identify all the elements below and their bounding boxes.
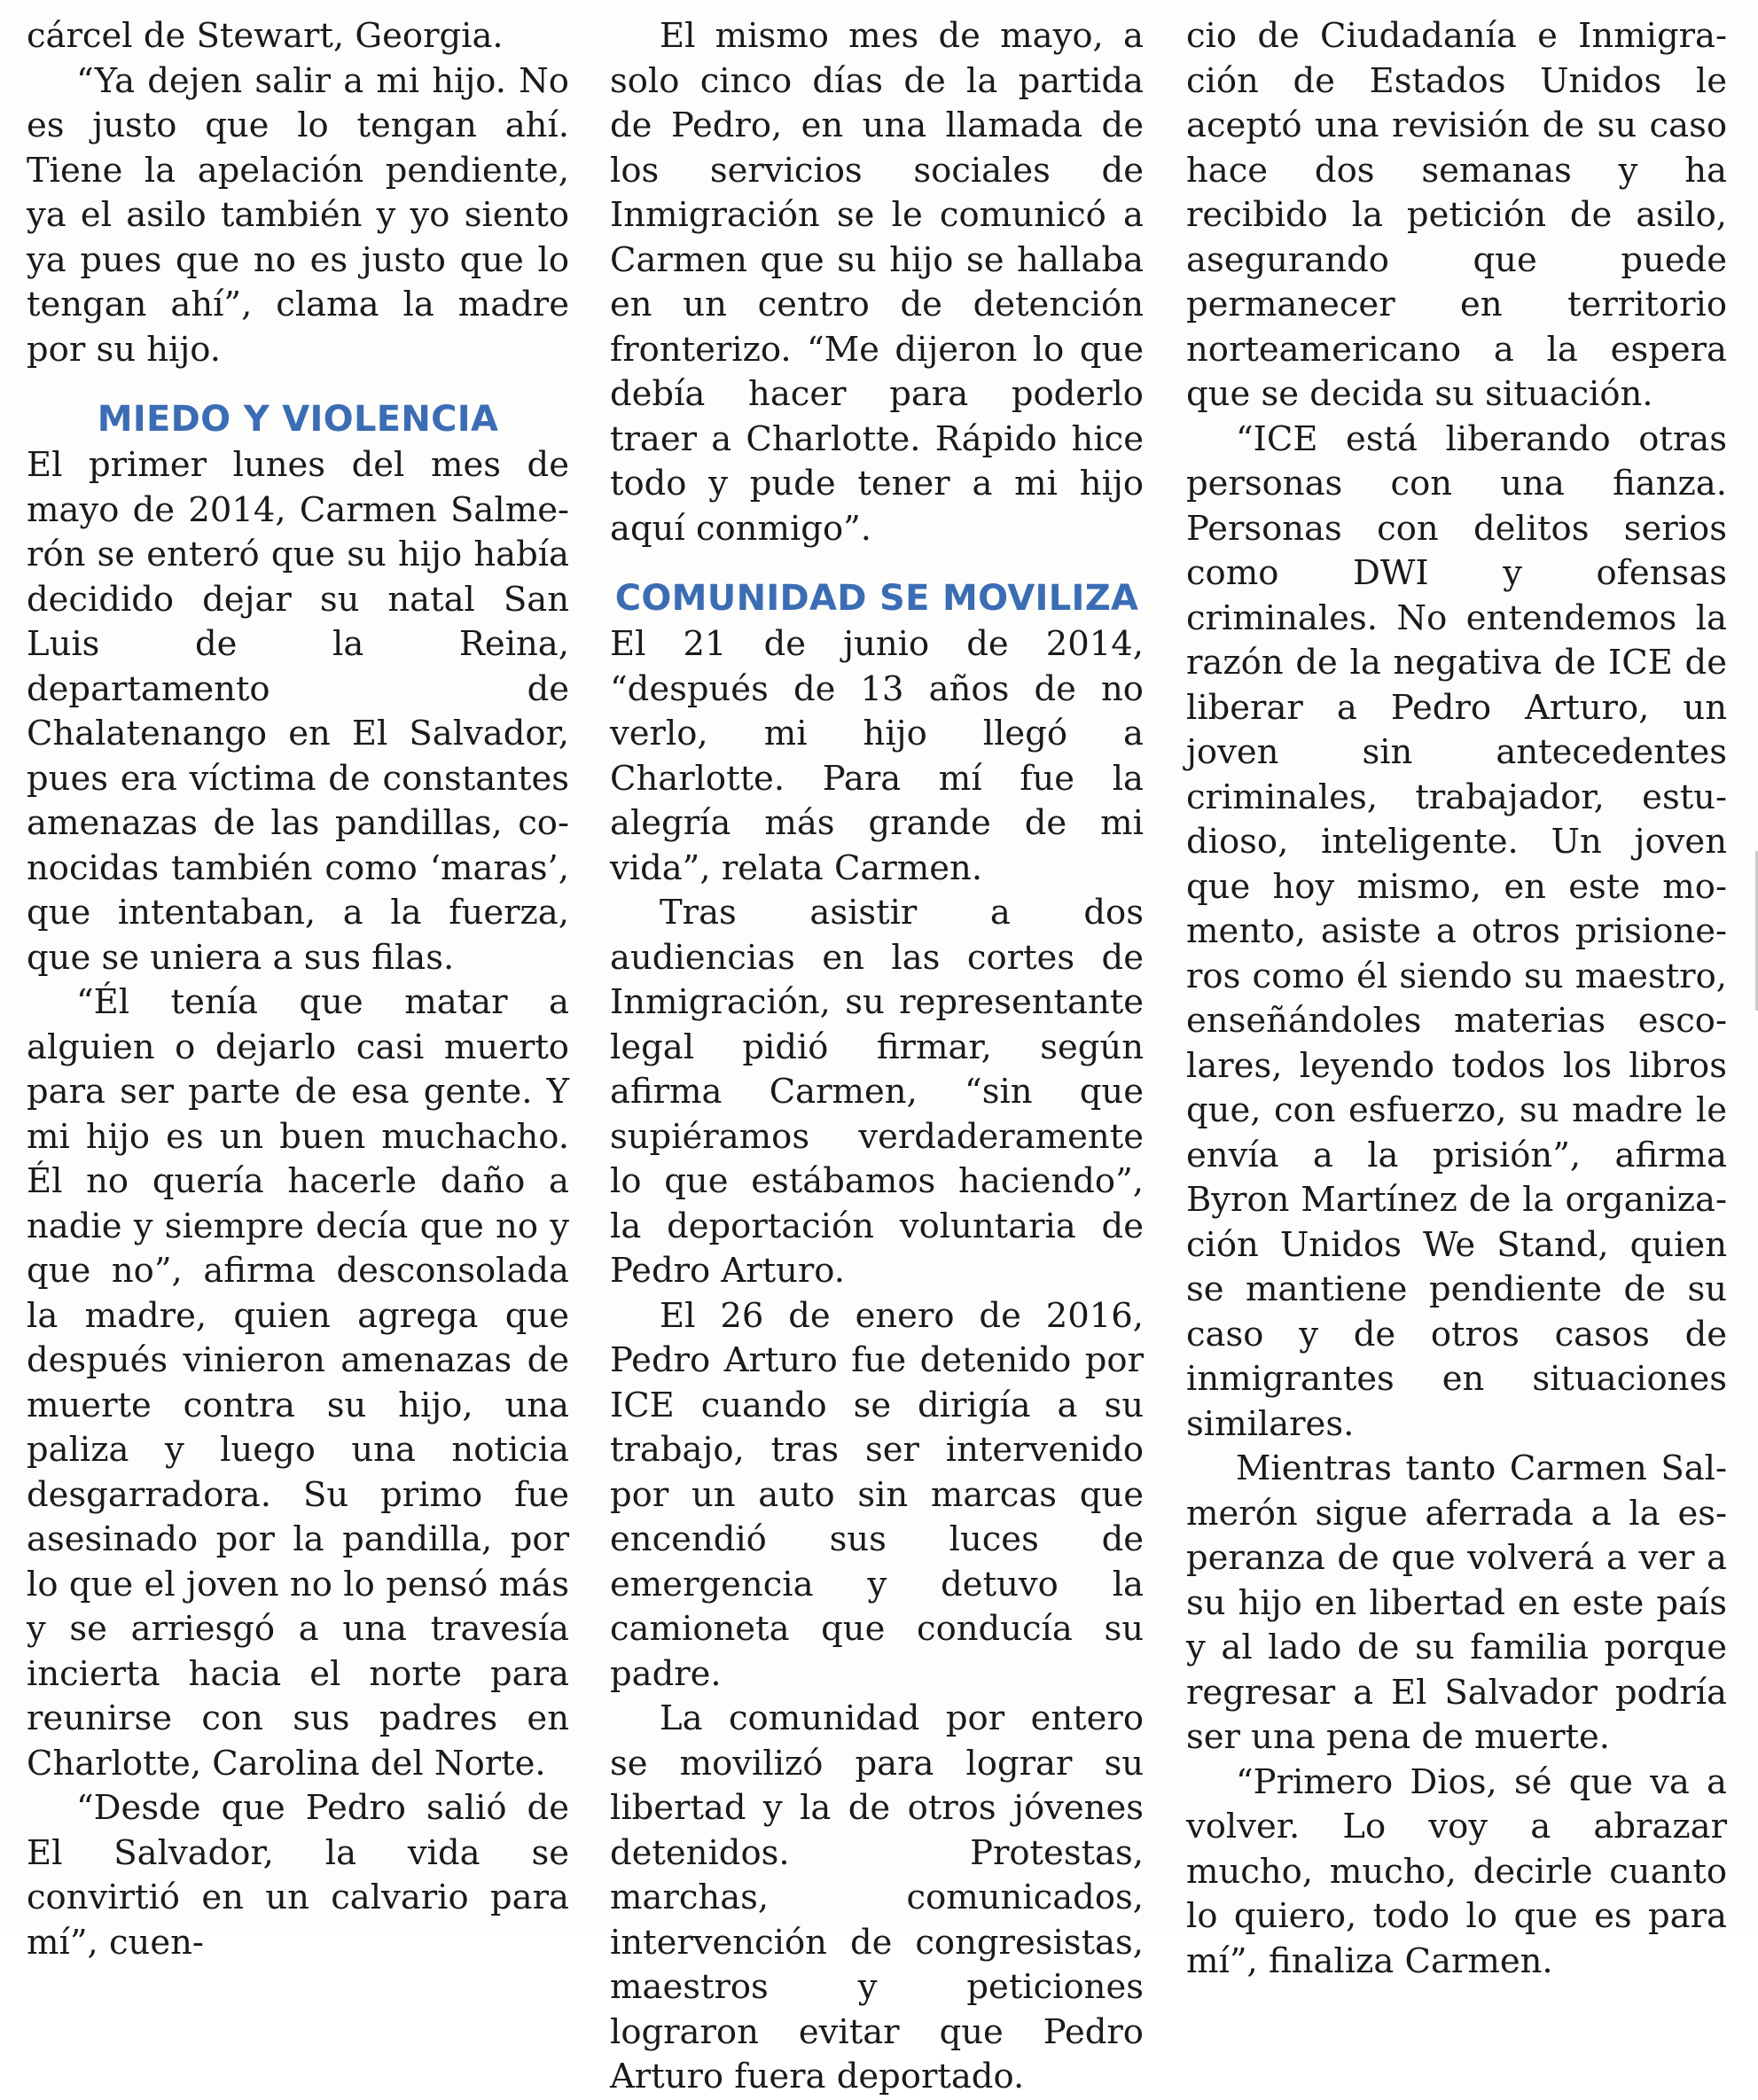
article-column-2	[610, 14, 1144, 2100]
article-column-3	[1186, 14, 1727, 1984]
paragraph: cárcel de Stewart, Georgia.	[27, 16, 504, 56]
section-heading: MIEDO Y VIOLENCIA	[97, 399, 499, 440]
paragraph: “Él tenía que matar a alguien o dejarlo casi muerto para ser parte de esa gente. Y mi hijo es un buen muchacho. Él no quería hacerle daño a nadie y siempre decía que no y que no”, afirma desconsolada la madre, quien agrega que después vinieron amenazas de muerte contra su hijo, una paliza y luego una noticia desgarradora. Su primo fue asesinado por la pandilla, por lo que el joven no lo pensó más y se arriesgó a una travesía incierta hacia el norte para reunirse con sus padres en Charlotte, Carolina del Norte.	[27, 982, 569, 1784]
paragraph: Mientras tanto Carmen Salmerón sigue aferrada a la esperanza de que volverá a ver a su hijo en libertad en este país y al lado de su familia porque regresar a El Salvador podría ser una pena de muerte.	[1186, 1448, 1727, 1757]
paragraph: El primer lunes del mes de mayo de 2014, Carmen Salmerón se enteró que su hijo había decidido dejar su natal San Luis de la Reina, departamento de Chalatenango en El Salvador, pues era víctima de constantes amenazas de las pandillas, conocidas también como ‘maras’, que intentaban, a la fuerza, que se uniera a sus filas.	[27, 445, 569, 978]
section-heading: COMUNIDAD SE MOVILIZA	[614, 578, 1139, 619]
paragraph: El 21 de junio de 2014, “después de 13 años de no verlo, mi hijo llegó a Charlotte. Para mí fue la alegría más grande de mi vida”, relata Carmen.	[610, 624, 1144, 888]
paragraph: El 26 de enero de 2016, Pedro Arturo fue detenido por ICE cuando se dirigía a su trabajo, tras ser intervenido por un auto sin marcas que encendió sus luces de emergencia y detuvo la camioneta que conducía su padre.	[610, 1295, 1144, 1694]
paragraph: “Primero Dios, sé que va a volver. Lo voy a abrazar mucho, mucho, decirle cuanto lo quiero, todo lo que es para mí”, finaliza Carmen.	[1186, 1761, 1727, 1981]
paragraph: La comunidad por entero se movilizó para lograr su libertad y la de otros jóvenes detenidos. Protestas, marchas, comunicados, intervención de congresistas, maestros y peticiones lograron evitar que Pedro Arturo fuera deportado.	[610, 1698, 1144, 2096]
article-column-1	[27, 14, 569, 1965]
paragraph: cio de Ciudadanía e Inmigración de Estados Unidos le aceptó una revisión de su caso hace dos semanas y ha recibido la petición de asilo, asegurando que puede permanecer en territorio norteamericano a la espera que se decida su situación.	[1186, 16, 1727, 414]
paragraph: “Ya dejen salir a mi hijo. No es justo que lo tengan ahí. Tiene la apelación pendiente, ya el asilo también y yo siento ya pues que no es justo que lo tengan ahí”, clama la madre por su hijo.	[27, 60, 569, 370]
paragraph: “ICE está liberando otras personas con una fianza. Personas con delitos serios como DWI y ofensas criminales. No entendemos la razón de la negativa de ICE de liberar a Pedro Arturo, un joven sin antecedentes criminales, trabajador, estudioso, inteligente. Un joven que hoy mismo, en este momento, asiste a otros prisioneros como él siendo su maestro, enseñándoles materias escolares, leyendo todos los libros que, con esfuerzo, su madre le envía a la prisión”, afirma Byron Martínez de la organización Unidos We Stand, quien se mantiene pendiente de su caso y de otros casos de inmigrantes en situaciones similares.	[1186, 418, 1727, 1444]
paragraph: “Desde que Pedro salió de El Salvador, la vida se convirtió en un calvario para mí”, cuen-	[27, 1788, 569, 1963]
paragraph: Tras asistir a dos audiencias en las cortes de Inmigración, su representante legal pidió firmar, según afirma Carmen, “sin que supiéramos verdaderamente lo que estábamos haciendo”, la deportación voluntaria de Pedro Arturo.	[610, 893, 1144, 1291]
paragraph: El mismo mes de mayo, a solo cinco días de la partida de Pedro, en una llamada de los servicios sociales de Inmigración se le comunicó a Carmen que su hijo se hallaba en un centro de detención fronterizo. “Me dijeron lo que debía hacer para poderlo traer a Charlotte. Rápido hice todo y pude tener a mi hijo aquí conmigo”.	[610, 16, 1144, 549]
